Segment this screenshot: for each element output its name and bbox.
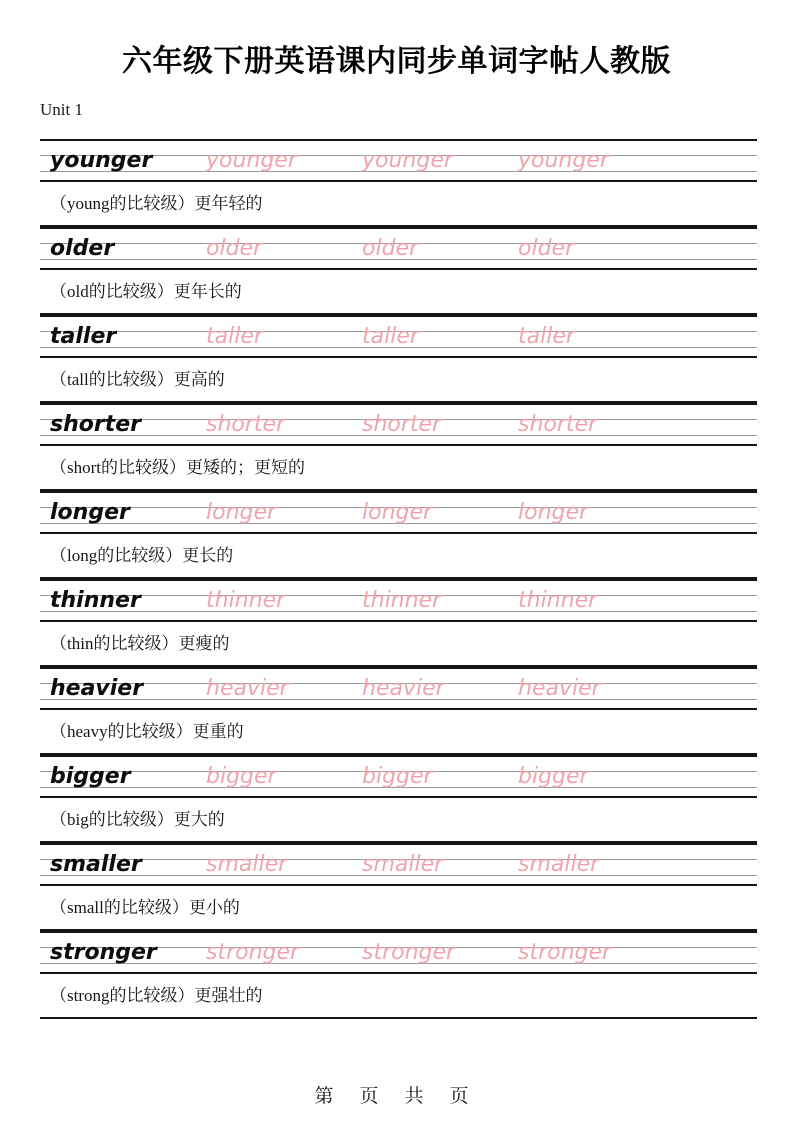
word-trace-3[interactable]: bigger (518, 764, 589, 789)
handwriting-staff (40, 931, 757, 974)
unit-label: Unit 1 (40, 100, 83, 119)
word-trace-1[interactable]: taller (206, 324, 263, 349)
handwriting-staff (40, 139, 757, 182)
word-trace-2[interactable]: taller (362, 324, 419, 349)
page-footer: 第 页 共 页 (314, 1085, 479, 1107)
word-model: taller (50, 324, 117, 349)
word-trace-3[interactable]: older (518, 236, 575, 261)
word-meaning: （big的比较级）更大的 (50, 810, 225, 829)
word-trace-2[interactable]: smaller (362, 852, 444, 877)
word-trace-2[interactable]: stronger (362, 940, 456, 965)
word-model: heavier (50, 676, 144, 701)
word-meaning-row (40, 446, 757, 491)
word-meaning: （tall的比较级）更高的 (50, 370, 225, 389)
word-entry (40, 579, 757, 667)
word-trace-2[interactable]: longer (362, 500, 433, 525)
word-entry (40, 755, 757, 843)
word-slots (40, 669, 757, 712)
word-trace-1[interactable]: thinner (206, 588, 286, 613)
handwriting-staff (40, 579, 757, 622)
handwriting-staff (40, 403, 757, 446)
word-trace-1[interactable]: stronger (206, 940, 300, 965)
word-entry (40, 139, 757, 227)
word-meaning-row (40, 886, 757, 931)
word-entry (40, 667, 757, 755)
word-trace-1[interactable]: smaller (206, 852, 288, 877)
word-slots (40, 757, 757, 800)
word-slots (40, 317, 757, 360)
word-trace-2[interactable]: younger (362, 148, 453, 173)
word-model: smaller (50, 852, 142, 877)
word-trace-3[interactable]: heavier (518, 676, 601, 701)
word-trace-2[interactable]: heavier (362, 676, 445, 701)
word-trace-1[interactable]: older (206, 236, 263, 261)
word-meaning-row (40, 974, 757, 1019)
word-meaning-row (40, 622, 757, 667)
word-model: younger (50, 148, 153, 173)
word-trace-3[interactable]: younger (518, 148, 609, 173)
word-trace-3[interactable]: smaller (518, 852, 600, 877)
word-meaning: （old的比较级）更年长的 (50, 282, 242, 301)
word-trace-3[interactable]: thinner (518, 588, 598, 613)
word-trace-3[interactable]: taller (518, 324, 575, 349)
word-trace-3[interactable]: longer (518, 500, 589, 525)
word-entry (40, 843, 757, 931)
word-trace-1[interactable]: younger (206, 148, 297, 173)
word-entry (40, 315, 757, 403)
word-trace-3[interactable]: stronger (518, 940, 612, 965)
word-meaning: （small的比较级）更小的 (50, 898, 240, 917)
handwriting-staff (40, 755, 757, 798)
word-entry (40, 227, 757, 315)
word-trace-2[interactable]: thinner (362, 588, 442, 613)
word-slots (40, 845, 757, 888)
word-meaning-row (40, 798, 757, 843)
word-meaning: （heavy的比较级）更重的 (50, 722, 244, 741)
word-slots (40, 933, 757, 976)
handwriting-staff (40, 667, 757, 710)
word-meaning-row (40, 270, 757, 315)
word-slots (40, 581, 757, 624)
word-trace-1[interactable]: heavier (206, 676, 289, 701)
word-meaning: （thin的比较级）更瘦的 (50, 634, 230, 653)
word-meaning: （short的比较级）更矮的；更短的 (50, 458, 305, 477)
word-meaning: （young的比较级）更年轻的 (50, 194, 263, 213)
handwriting-staff (40, 843, 757, 886)
word-model: stronger (50, 940, 157, 965)
word-model: thinner (50, 588, 141, 613)
word-trace-2[interactable]: bigger (362, 764, 433, 789)
word-trace-3[interactable]: shorter (518, 412, 598, 437)
word-entry (40, 491, 757, 579)
handwriting-staff (40, 315, 757, 358)
word-slots (40, 141, 757, 184)
word-entry (40, 931, 757, 1019)
word-trace-1[interactable]: bigger (206, 764, 277, 789)
word-trace-2[interactable]: shorter (362, 412, 442, 437)
word-trace-1[interactable]: shorter (206, 412, 286, 437)
word-meaning-row (40, 358, 757, 403)
word-practice-list (40, 139, 757, 1019)
word-meaning-row (40, 182, 757, 227)
handwriting-staff (40, 491, 757, 534)
word-meaning: （long的比较级）更长的 (50, 546, 234, 565)
word-entry (40, 403, 757, 491)
word-model: shorter (50, 412, 142, 437)
word-meaning-row (40, 534, 757, 579)
word-model: bigger (50, 764, 131, 789)
word-meaning: （strong的比较级）更强壮的 (50, 986, 263, 1005)
page-title: 六年级下册英语课内同步单词字帖人教版 (122, 44, 671, 79)
word-slots (40, 229, 757, 272)
word-trace-1[interactable]: longer (206, 500, 277, 525)
word-model: older (50, 236, 115, 261)
word-model: longer (50, 500, 130, 525)
handwriting-staff (40, 227, 757, 270)
word-slots (40, 405, 757, 448)
word-slots (40, 493, 757, 536)
word-trace-2[interactable]: older (362, 236, 419, 261)
word-meaning-row (40, 710, 757, 755)
